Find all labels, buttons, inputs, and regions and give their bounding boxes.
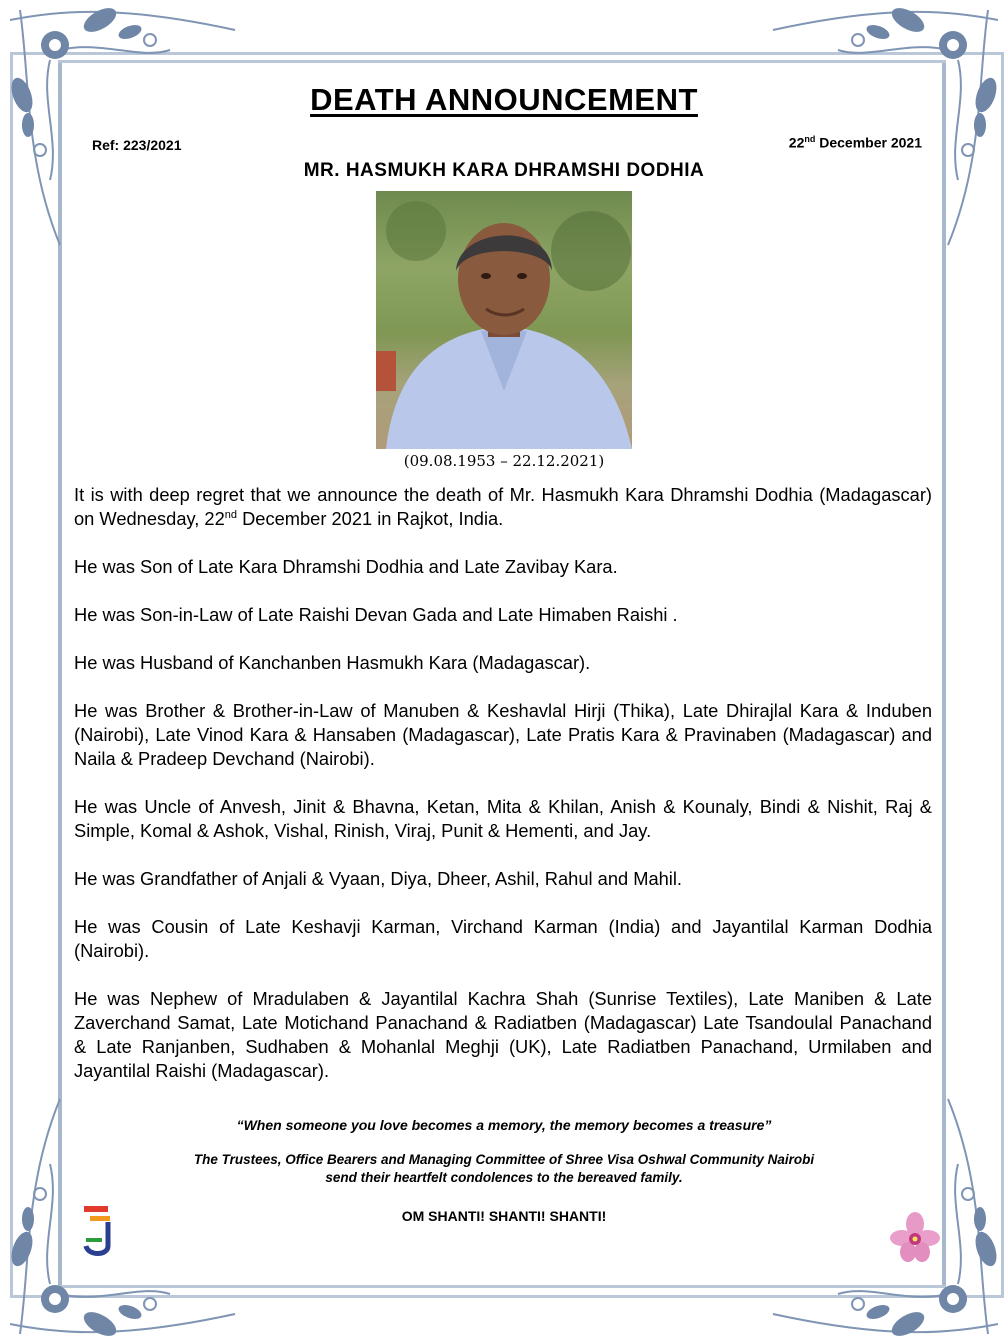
announcement-date [789,134,922,151]
p1-text-b: December 2021 in Rajkot, India. [237,508,504,529]
p1-sup: nd [224,508,238,521]
life-dates: (09.08.1953 – 22.12.2021) [403,452,605,470]
paragraph-husband: He was Husband of Kanchanben Hasmukh Kara (Madagascar). [74,652,591,673]
corner-ornament-top-left [0,0,240,250]
community-logo-icon [80,1204,120,1260]
om-shanti-text: OM SHANTI! SHANTI! SHANTI! [401,1208,607,1224]
date-rest: December 2021 [815,134,922,151]
title-text: DEATH ANNOUNCEMENT [310,82,698,117]
announcement-body [74,483,932,1107]
paragraph-grandfather: He was Grandfather of Anjali & Vyaan, Diya, Dheer, Ashil, Rahul and Mahil. [74,868,683,889]
memorial-quote: “When someone you love becomes a memory, the memory becomes a treasure” [236,1117,772,1133]
orchid-flower-icon [888,1210,942,1264]
paragraph-nephew: He was Nephew of Mradulaben & Jayantilal Kachra Shah (Sunrise Textiles), Late Maniben & Late Zaverchand Samat, Late Motichand Panachand & Radiatben (Madagascar) Late Tsandoulal Panachand & Late Ranjanben, Sudhaben & Mohanlal Meghji (UK), Late Radiatben Panachand, Urmilaben and Jayantilal Raishi (Madagascar). [74,988,932,1081]
page-title [0,82,1008,118]
paragraph-cousin: He was Cousin of Late Keshavji Karman, Virchand Karman (India) and Jayantilal Karman Dodhia (Nairobi). [74,916,932,961]
condolence-line-2: send their heartfelt condolences to the bereaved family. [325,1170,683,1185]
condolence-line-1: The Trustees, Office Bearers and Managing Committee of Shree Visa Oshwal Community Nairobi [193,1152,815,1167]
condolence-message [0,1151,1008,1187]
date-suffix: nd [804,134,816,144]
portrait-photo [376,191,632,449]
paragraph-uncle: He was Uncle of Anvesh, Jinit & Bhavna, Ketan, Mita & Khilan, Anish & Kounaly, Bindi & Nishit, Raj & Simple, Komal & Ashok, Vishal, Rinish, Viraj, Punit & Hementi, and Jay. [74,796,932,841]
paragraph-son-in-law: He was Son-in-Law of Late Raishi Devan Gada and Late Himaben Raishi . [74,604,678,625]
reference-number: Ref: 223/2021 [92,137,182,153]
deceased-name: MR. HASMUKH KARA DHRAMSHI DODHIA [303,160,705,181]
p1-text-a: It is with deep regret that we announce the death of Mr. Hasmukh Kara Dhramshi Dodhia (Madagascar) on Wednesday, 22 [74,484,932,529]
paragraph-brother: He was Brother & Brother-in-Law of Manuben & Keshavlal Hirji (Thika), Late Dhirajlal Kara & Induben (Nairobi), Late Vinod Kara & Hansaben (Madagascar), Late Pratis Kara & Pravinaben (Madagascar) and Naila & Pradeep Devchand (Nairobi). [74,700,932,769]
paragraph-death-notice [74,483,932,531]
paragraph-son: He was Son of Late Kara Dhramshi Dodhia and Late Zavibay Kara. [74,556,618,577]
corner-ornament-top-right [768,0,1008,250]
date-day: 22 [788,134,805,151]
